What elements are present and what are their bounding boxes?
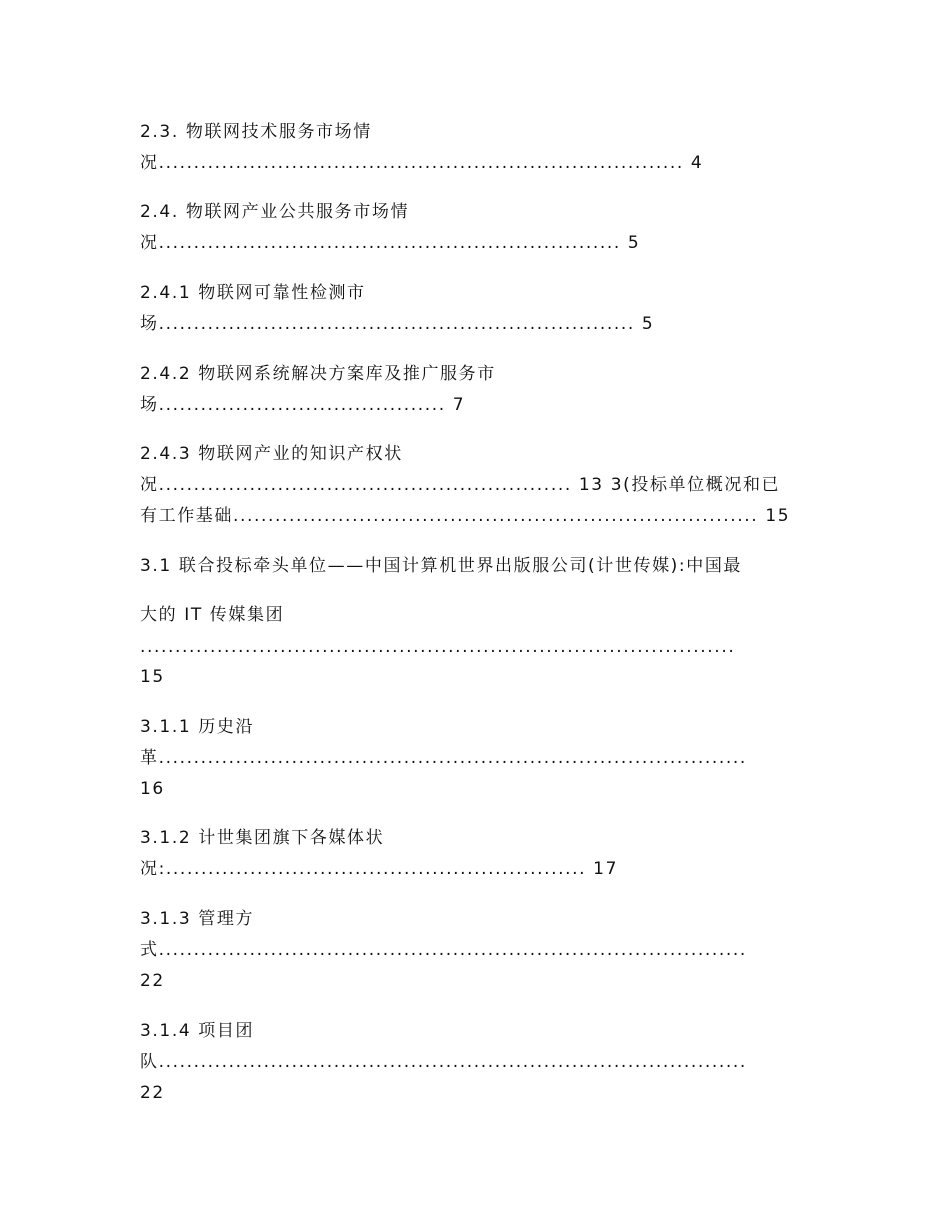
- toc-page-number: 13: [578, 475, 604, 495]
- toc-entry-3-1-1-title[interactable]: 3.1.1 历史沿: [140, 717, 255, 737]
- toc-page-number: 15: [140, 667, 165, 687]
- toc-leader: 式....................................................................................: [140, 940, 747, 960]
- toc-page-number: 5: [627, 233, 641, 253]
- toc-entry-3-leader-line: [140, 505, 790, 527]
- toc-entry-2-4-2-title[interactable]: 2.4.2 物联网系统解决方案库及推广服务市: [140, 364, 496, 384]
- toc-entry-2-4-3-title[interactable]: 2.4.3 物联网产业的知识产权状: [140, 444, 403, 464]
- toc-leader: 革....................................................................................: [140, 748, 747, 768]
- toc-entry-3-1-title-continued[interactable]: 大的 IT 传媒集团: [140, 605, 285, 625]
- toc-leader: 场.........................................: [140, 395, 446, 415]
- toc-leader: 况..................................................................: [140, 233, 621, 253]
- toc-page-number: 5: [641, 314, 655, 334]
- toc-page-number: 16: [140, 779, 165, 799]
- toc-page-number: 22: [140, 971, 165, 991]
- toc-entry-3-title-start[interactable]: 3(投标单位概况和已: [610, 475, 781, 495]
- toc-entry-2-4-2-leader-line: [140, 394, 465, 416]
- toc-entry-2-3-leader-line: [140, 152, 703, 174]
- toc-entry-2-4-3-leader-line: [140, 474, 780, 496]
- toc-entry-2-4-1-leader-line: [140, 313, 654, 335]
- toc-leader: .....................................................................................: [140, 637, 736, 657]
- toc-entry-3-1-2-leader-line: [140, 858, 618, 880]
- toc-entry-3-title-end[interactable]: 有工作基础...........................................................................: [140, 506, 759, 526]
- toc-page-number: 15: [765, 506, 791, 526]
- toc-page-number: 4: [690, 153, 704, 173]
- toc-page-number: 7: [452, 395, 466, 415]
- toc-entry-3-1-4-title[interactable]: 3.1.4 项目团: [140, 1021, 255, 1041]
- toc-page-number: 22: [140, 1083, 165, 1103]
- toc-entry-3-1-2-title[interactable]: 3.1.2 计世集团旗下各媒体状: [140, 828, 385, 848]
- toc-entry-2-4-leader-line: [140, 232, 640, 254]
- toc-leader: 队....................................................................................: [140, 1052, 747, 1072]
- toc-leader: 况:............................................................: [140, 859, 587, 879]
- toc-page-number: 17: [593, 859, 619, 879]
- toc-entry-2-4-1-title[interactable]: 2.4.1 物联网可靠性检测市: [140, 283, 366, 303]
- toc-leader: 况...........................................................: [140, 475, 572, 495]
- toc-entry-2-3-title[interactable]: 2.3. 物联网技术服务市场情: [140, 122, 372, 142]
- toc-entry-3-1-title[interactable]: 3.1 联合投标牵头单位——中国计算机世界出版服公司(计世传媒):中国最: [140, 556, 743, 576]
- toc-leader: 况...........................................................................: [140, 153, 684, 173]
- toc-entry-2-4-title[interactable]: 2.4. 物联网产业公共服务市场情: [140, 202, 410, 222]
- toc-leader: 场....................................................................: [140, 314, 635, 334]
- toc-entry-3-1-3-title[interactable]: 3.1.3 管理方: [140, 909, 255, 929]
